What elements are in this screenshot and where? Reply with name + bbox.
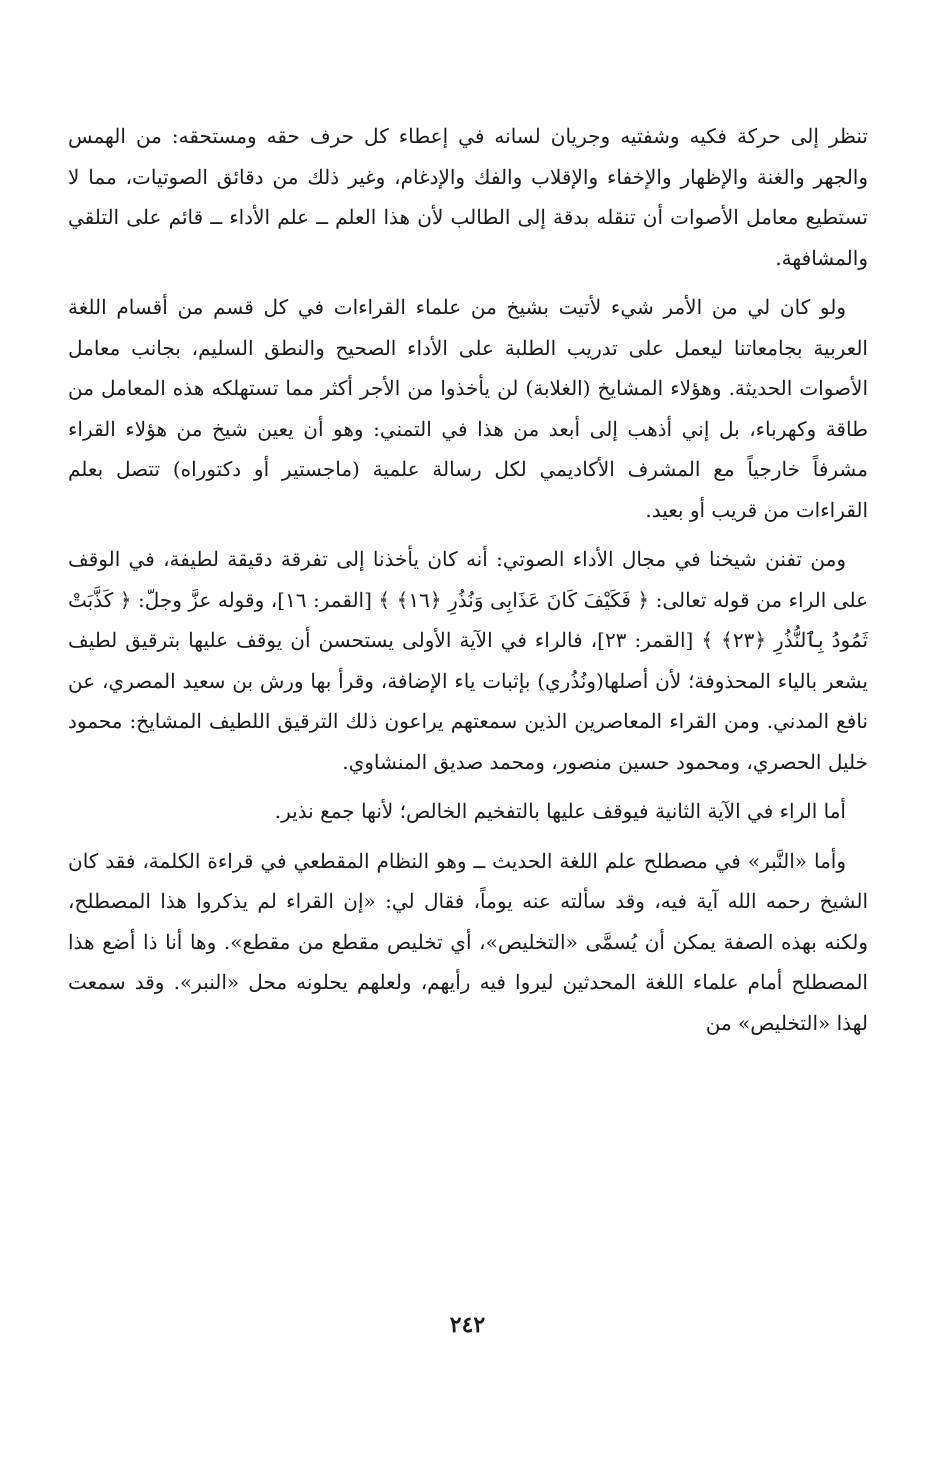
paragraph-2: ولو كان لي من الأمر شيء لأتيت بشيخ من علماء القراءات في كل قسم من أقسام اللغة العربية بجامعاتنا ليعمل على تدريب الطلبة على الأداء الصحيح والنطق السليم، بجانب معامل الأصوات الحديثة. وهؤلاء المشايخ (الغلابة) لن يأخذوا من الأجر أكثر مما تستهلكه هذه المعامل من طاقة وكهرباء، بل إني أذهب إلى أبعد من هذا في التمني: وهو أن يعين شيخ من هؤلاء القراء مشرفاً خارجياً مع المشرف الأكاديمي لكل رسالة علمية (ماجستير أو دكتوراه) تتصل بعلم القراءات من قريب أو بعيد. [68,295,868,522]
page-number: ٢٤٢ [449,1312,486,1338]
paragraph-5: وأما «النَّبر» في مصطلح علم اللغة الحديث ــ وهو النظام المقطعي في قراءة الكلمة، فقد كان الشيخ رحمه الله آية فيه، وقد سألته عنه يوماً، فقال لي: «إن القراء لم يذكروا هذا المصطلح، ولكنه بهذه الصفة يمكن أن يُسمَّى «التخليص»، أي تخليص مقطع من مقطع». وها أنا ذا أضع هذا المصطلح أمام علماء اللغة المحدثين ليروا فيه رأيهم، ولعلهم يحلونه محل «النبر». وقد سمعت لهذا «التخليص» من [68,848,868,1035]
paragraph-4: أما الراء في الآية الثانية فيوقف عليها بالتفخيم الخالص؛ لأنها جمع نذير. [274,799,846,823]
paragraph-1: تنظر إلى حركة فكيه وشفتيه وجريان لسانه في إعطاء كل حرف حقه ومستحقه: من الهمس والجهر والغنة والإظهار والإخفاء والإقلاب والفك والإدغام، وغير ذلك من دقائق الصوتيات، مما لا تستطيع معامل الأصوات أن تنقله بدقة إلى الطالب لأن هذا العلم ــ علم الأداء ــ قائم على التلقي والمشافهة. [68,124,868,270]
page-body [68,116,868,1416]
main-text [68,116,868,1043]
paragraph-3: ومن تفنن شيخنا في مجال الأداء الصوتي: أنه كان يأخذنا إلى تفرقة دقيقة لطيفة، في الوقف على الراء من قوله تعالى: ﴿ فَكَيْفَ كَانَ عَذَابِى وَنُذُرِ ﴿١٦﴾ ﴾ [القمر: ١٦]، وقوله عزَّ وجلّ: ﴿ كَذَّبَتْ ثَمُودُ بِٱلنُّذُرِ ﴿٢٣﴾ ﴾ [القمر: ٢٣]، فالراء في الآية الأولى يستحسن أن يوقف عليها بترقيق لطيف يشعر بالياء المحذوفة؛ لأن أصلها(ونُذُري) بإثبات ياء الإضافة، وقرأ بها ورش بن سعيد المصري، عن نافع المدني. ومن القراء المعاصرين الذين سمعتهم يراعون ذلك الترقيق اللطيف المشايخ: محمود خليل الحصري، ومحمود حسين منصور، ومحمد صديق المنشاوي. [68,547,869,774]
